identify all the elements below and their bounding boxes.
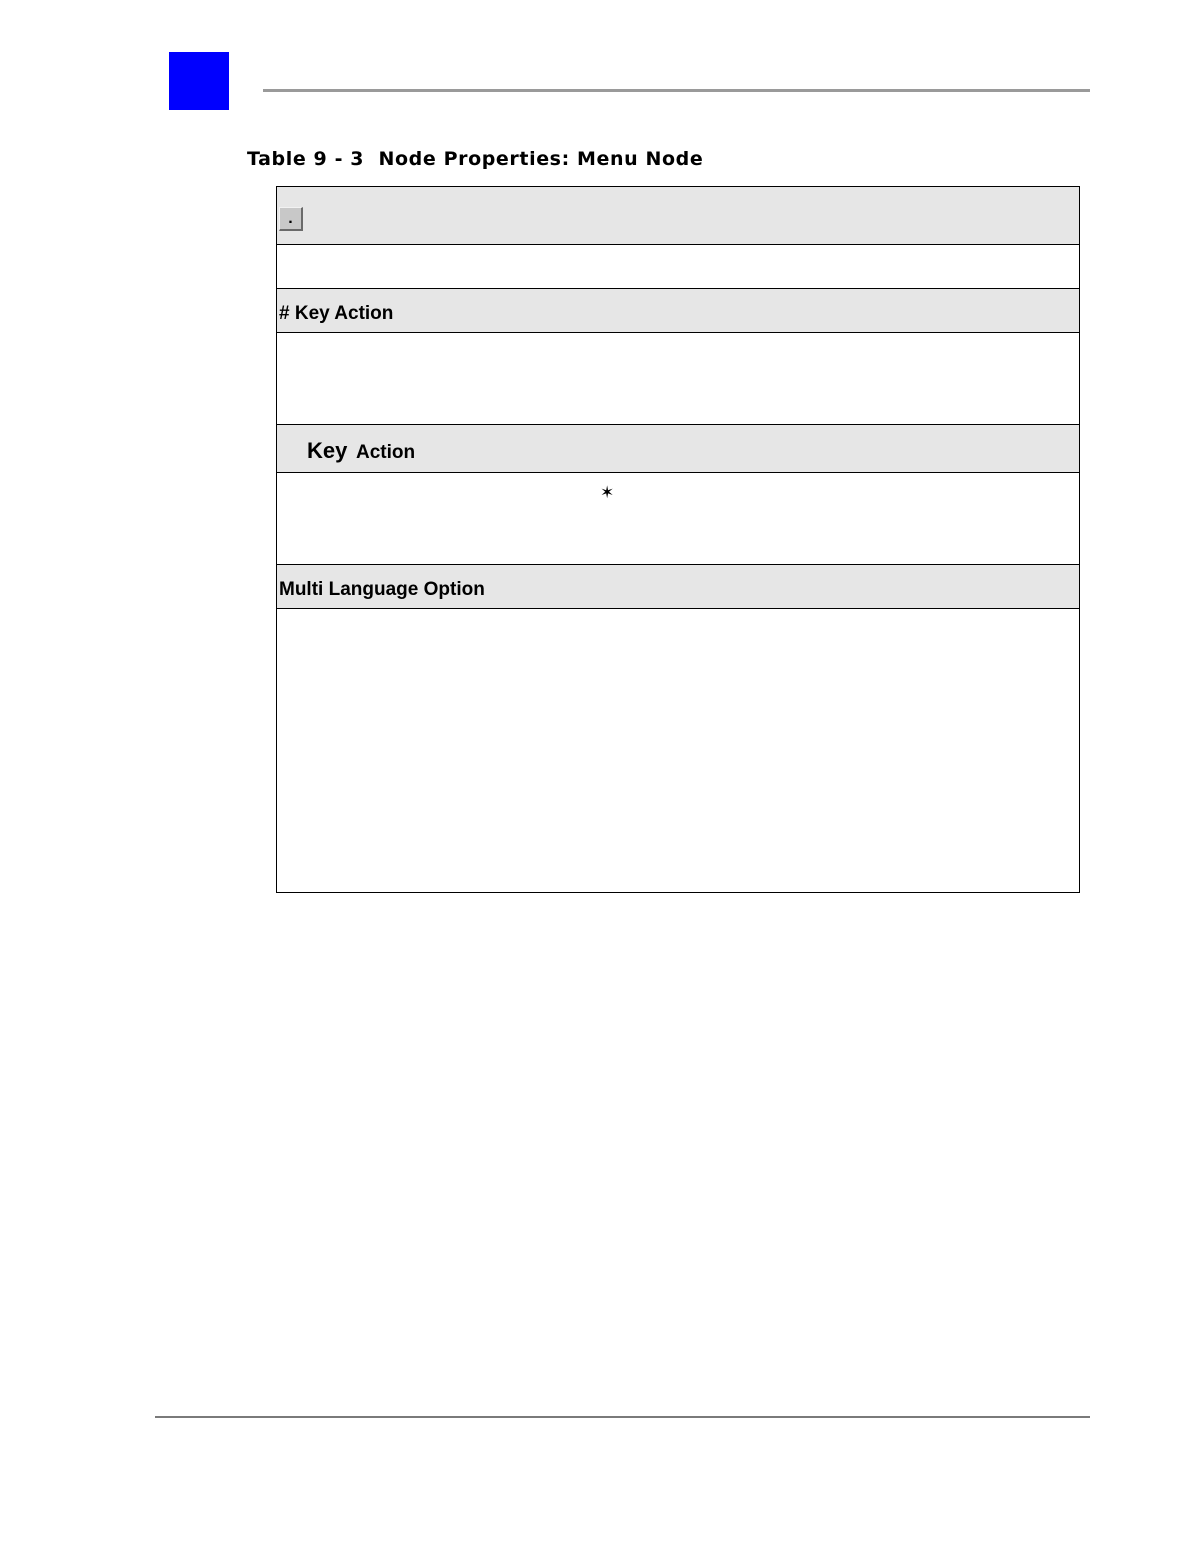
key-label: Key (307, 438, 348, 463)
small-button[interactable]: . (279, 207, 303, 231)
hash-key-action-label: # Key Action (279, 303, 394, 324)
table-row-header-button (277, 187, 1079, 245)
table-row-body (277, 609, 1079, 892)
table-caption: Table 9 - 3 Node Properties: Menu Node (247, 148, 704, 170)
table-row-body (277, 245, 1079, 289)
footer-rule (155, 1416, 1090, 1418)
table-row-multi-language (277, 565, 1079, 609)
chapter-tab (169, 52, 229, 110)
table-row-hash-key-action (277, 289, 1079, 333)
star-icon: ✶ (600, 483, 615, 503)
multi-language-option-label: Multi Language Option (279, 579, 485, 600)
table-row-star-key-action (277, 425, 1079, 473)
action-label: Action (356, 442, 416, 463)
table-row-body (277, 333, 1079, 425)
node-properties-table (276, 186, 1080, 893)
table-row-body (277, 473, 1079, 565)
header-rule (263, 89, 1090, 92)
